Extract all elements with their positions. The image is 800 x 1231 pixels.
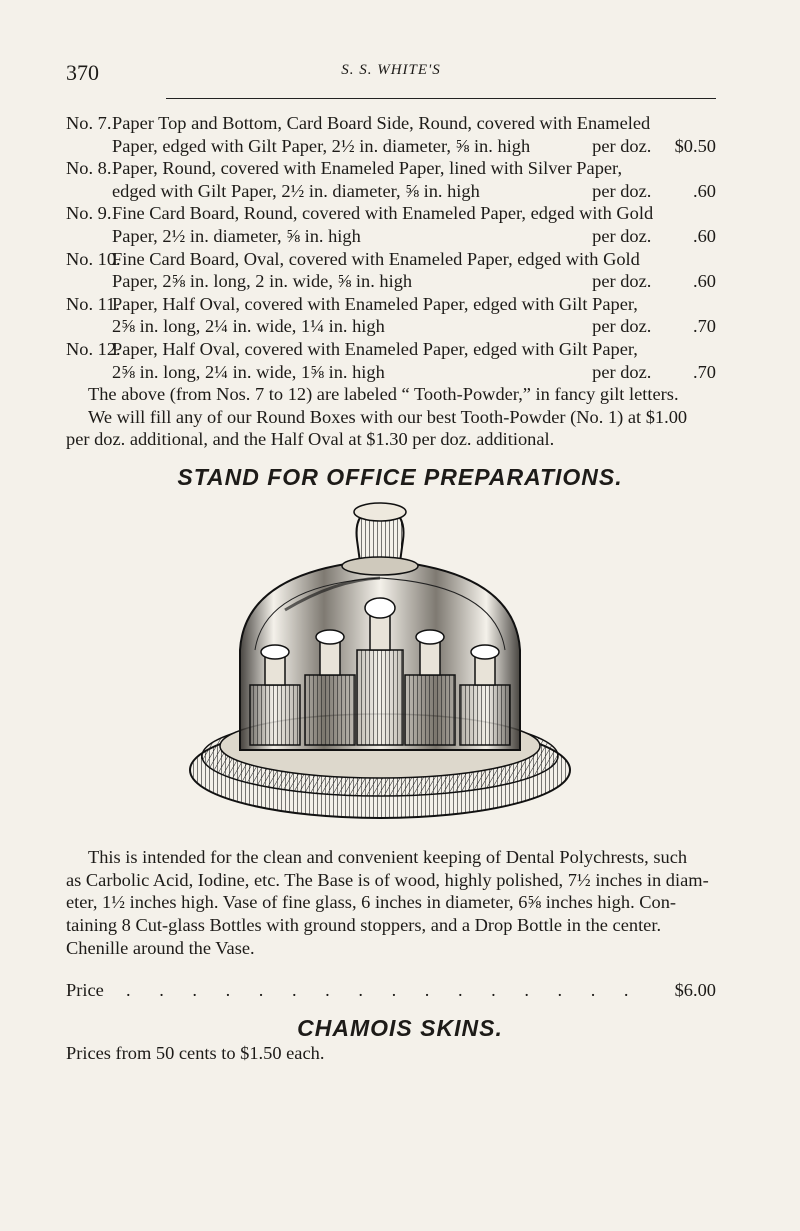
page-header (66, 60, 716, 100)
header-rule (166, 98, 716, 99)
entry-unit: per doz. (592, 180, 652, 201)
chamois-heading: CHAMOIS SKINS. (297, 1015, 503, 1041)
product-entry-9 (66, 202, 716, 247)
description-line: taining 8 Cut-glass Bottles with ground stoppers, and a Drop Bottle in the center. (66, 915, 662, 936)
entry-number: No. 10. (66, 248, 121, 269)
entry-line: Paper, 2⅝ in. long, 2 in. wide, ⅝ in. high (112, 271, 413, 292)
fill-note-line-1: We will fill any of our Round Boxes with our best Tooth-Powder (No. 1) at $1.00 (88, 406, 688, 427)
entry-price: .60 (693, 225, 716, 246)
stand-price: $6.00 (674, 980, 716, 1000)
entry-number: No. 11. (66, 293, 120, 314)
entry-line: Paper, edged with Gilt Paper, 2½ in. diameter, ⅝ in. high (112, 135, 531, 156)
entry-number: No. 12. (66, 338, 121, 359)
label-note: The above (from Nos. 7 to 12) are labeled “ Tooth-Powder,” in fancy gilt letters. (88, 384, 679, 405)
chamois-price-note: Prices from 50 cents to $1.50 each. (66, 1043, 325, 1063)
entry-line: Paper, Half Oval, covered with Enameled Paper, edged with Gilt Paper, (112, 338, 638, 359)
description-line: eter, 1½ inches high. Vase of fine glass, 6 inches in diameter, 6⅝ inches high. Con- (66, 892, 677, 913)
product-entry-8 (66, 157, 716, 202)
entry-unit: per doz. (592, 271, 652, 292)
entry-line: Paper Top and Bottom, Card Board Side, Round, covered with Enameled (112, 113, 651, 133)
fill-note-line-2: per doz. additional, and the Half Oval at $1.30 per doz. additional. (66, 429, 555, 450)
entry-number: No. 9. (66, 203, 112, 224)
entry-line: 2⅝ in. long, 2¼ in. wide, 1⅝ in. high (112, 361, 385, 382)
entry-line: 2⅝ in. long, 2¼ in. wide, 1¼ in. high (112, 316, 385, 337)
entry-line: Fine Card Board, Oval, covered with Enameled Paper, edged with Gold (112, 248, 640, 269)
product-entry-11 (66, 293, 716, 338)
entry-price: .60 (693, 271, 716, 292)
entry-line: edged with Gilt Paper, 2½ in. diameter, ⅝ in. high (112, 180, 480, 201)
entry-number: No. 7. (66, 113, 112, 133)
entry-number: No. 8. (66, 158, 112, 179)
description-line: Chenille around the Vase. (66, 937, 255, 958)
entry-unit: per doz. (592, 135, 652, 156)
entry-price: .60 (693, 180, 716, 201)
page-number: 370 (66, 60, 99, 85)
price-label: Price (66, 980, 104, 1000)
price-leader-dots: . . . . . . . . . . . . . . . . (126, 980, 641, 1000)
entry-unit: per doz. (592, 225, 652, 246)
running-title: S. S. WHITE'S (341, 62, 441, 78)
product-entry-12 (66, 338, 716, 383)
entry-unit: per doz. (592, 361, 652, 382)
entry-price: .70 (693, 316, 716, 337)
stand-illustration (185, 500, 615, 825)
entry-price: .70 (693, 361, 716, 382)
entry-line: Fine Card Board, Round, covered with Enameled Paper, edged with Gold (112, 203, 654, 224)
stand-description (66, 846, 716, 960)
entry-price: $0.50 (674, 135, 716, 156)
product-list (66, 112, 716, 451)
product-entry-10 (66, 248, 716, 293)
entry-unit: per doz. (592, 316, 652, 337)
stand-heading: STAND FOR OFFICE PREPARATIONS. (177, 464, 623, 490)
entry-line: Paper, Half Oval, covered with Enameled Paper, edged with Gilt Paper, (112, 293, 638, 314)
description-line: as Carbolic Acid, Iodine, etc. The Base is of wood, highly polished, 7½ inches in diam- (66, 869, 709, 890)
stand-price-line (66, 980, 716, 1001)
description-line: This is intended for the clean and convenient keeping of Dental Polychrests, such (88, 847, 688, 867)
vase-knob (342, 503, 418, 575)
entry-line: Paper, Round, covered with Enameled Paper, lined with Silver Paper, (112, 158, 623, 179)
product-entry-7 (66, 112, 716, 157)
entry-line: Paper, 2½ in. diameter, ⅝ in. high (112, 225, 361, 246)
